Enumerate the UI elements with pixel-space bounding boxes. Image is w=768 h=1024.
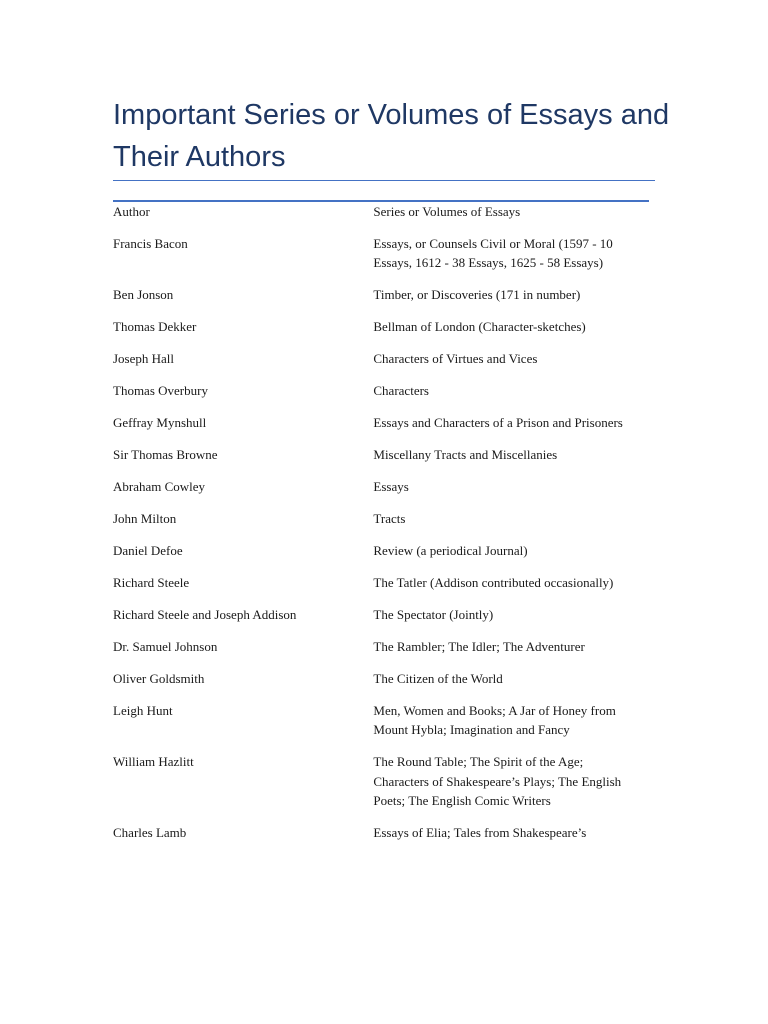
table-row <box>113 752 649 823</box>
table-row <box>113 637 649 669</box>
table-row <box>113 234 649 285</box>
series-cell: The Rambler; The Idler; The Adventurer <box>373 639 585 655</box>
author-cell: William Hazlitt <box>113 754 194 770</box>
table-row <box>113 509 649 541</box>
author-cell: Geffray Mynshull <box>113 415 207 431</box>
author-cell: Richard Steele and Joseph Addison <box>113 607 297 623</box>
author-cell: Richard Steele <box>113 575 190 591</box>
series-cell: Essays <box>373 479 409 495</box>
table-row <box>113 477 649 509</box>
table-header-row <box>113 202 649 234</box>
title-underline <box>113 180 655 181</box>
author-cell: Sir Thomas Browne <box>113 447 218 463</box>
author-cell: Thomas Dekker <box>113 319 197 335</box>
series-cell: Review (a periodical Journal) <box>373 543 528 559</box>
author-cell: Francis Bacon <box>113 235 188 251</box>
table-row <box>113 317 649 349</box>
author-cell: Ben Jonson <box>113 287 174 303</box>
document-title: Important Series or Volumes of Essays and Their Authors <box>113 99 670 173</box>
table-row <box>113 823 649 855</box>
series-cell: The Round Table; The Spirit of the Age; Characters of Shakespeare’s Plays; The English Poets; The English Comic Writers <box>373 754 622 808</box>
author-cell: Charles Lamb <box>113 824 187 840</box>
series-cell: Bellman of London (Character-sketches) <box>373 319 586 335</box>
author-cell: John Milton <box>113 511 177 527</box>
table-row <box>113 669 649 701</box>
author-cell: Abraham Cowley <box>113 479 206 495</box>
header-series: Series or Volumes of Essays <box>373 204 521 219</box>
author-cell: Oliver Goldsmith <box>113 671 205 687</box>
table-row <box>113 285 649 317</box>
author-cell: Joseph Hall <box>113 351 175 367</box>
table-row <box>113 381 649 413</box>
table-row <box>113 701 649 752</box>
series-cell: Tracts <box>373 511 406 527</box>
table-row <box>113 605 649 637</box>
author-cell: Dr. Samuel Johnson <box>113 639 218 655</box>
series-cell: Timber, or Discoveries (171 in number) <box>373 287 581 303</box>
series-cell: The Tatler (Addison contributed occasionally) <box>373 575 614 591</box>
series-cell: Men, Women and Books; A Jar of Honey from Mount Hybla; Imagination and Fancy <box>373 703 616 738</box>
series-cell: Essays of Elia; Tales from Shakespeare’s <box>373 824 587 840</box>
series-cell: Essays and Characters of a Prison and Prisoners <box>373 415 623 431</box>
series-cell: Essays, or Counsels Civil or Moral (1597 - 10 Essays, 1612 - 38 Essays, 1625 - 58 Essays) <box>373 235 613 271</box>
essays-table-body <box>113 202 649 855</box>
series-cell: The Spectator (Jointly) <box>373 607 494 623</box>
table-row <box>113 349 649 381</box>
series-cell: Characters <box>373 383 429 399</box>
author-cell: Daniel Defoe <box>113 543 183 559</box>
author-cell: Leigh Hunt <box>113 703 173 719</box>
table-row <box>113 413 649 445</box>
table-row <box>113 541 649 573</box>
series-cell: Characters of Virtues and Vices <box>373 351 538 367</box>
header-author: Author <box>113 204 150 219</box>
author-cell: Thomas Overbury <box>113 383 208 399</box>
series-cell: The Citizen of the World <box>373 671 503 687</box>
table-row <box>113 445 649 477</box>
table-row <box>113 573 649 605</box>
series-cell: Miscellany Tracts and Miscellanies <box>373 447 558 463</box>
essays-table <box>113 202 649 855</box>
